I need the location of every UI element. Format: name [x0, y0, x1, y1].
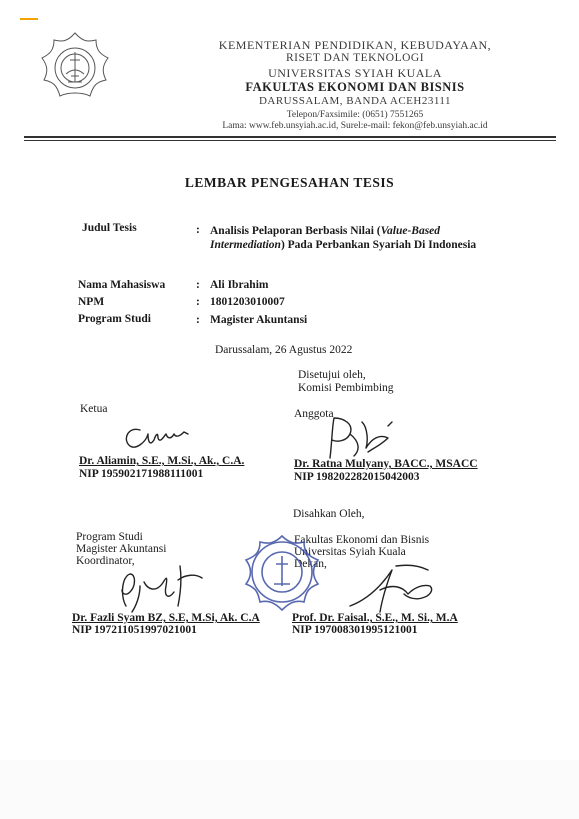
university-unit-name: Universitas Syiah Kuala: [294, 546, 406, 558]
letterhead-faculty: FAKULTAS EKONOMI DAN BISNIS: [245, 80, 465, 94]
koordinator-label: Koordinator,: [76, 555, 135, 567]
letterhead-ministry-2: RISET DAN TEKNOLOGI: [285, 52, 425, 64]
nama-value: Ali Ibrahim: [210, 279, 269, 291]
nama-colon: :: [196, 279, 200, 291]
dekan-name: Prof. Dr. Faisal., S.E., M. Si., M.A: [292, 612, 458, 624]
university-logo: [38, 30, 112, 104]
judul-label: Judul Tesis: [82, 222, 137, 234]
header-rule: [24, 136, 556, 138]
dekan-signature: [336, 560, 456, 616]
ketua-label: Ketua: [80, 403, 108, 415]
dekan-nip: NIP 197008301995121001: [292, 624, 418, 636]
prodi-label: Program Studi: [78, 313, 151, 325]
doc-title: LEMBAR PENGESAHAN TESIS: [184, 175, 395, 190]
prodi-value: Magister Akuntansi: [210, 314, 308, 326]
prodi-unit-text: Program Studi: [76, 531, 143, 543]
anggota-name: Dr. Ratna Mulyany, BACC., MSACC: [294, 458, 478, 470]
ketua-name: Dr. Aliamin, S.E., M.Si., Ak., C.A.: [79, 455, 245, 467]
koordinator-nip: NIP 197211051997021001: [72, 624, 197, 636]
letterhead-university: UNIVERSITAS SYIAH KUALA: [268, 66, 442, 80]
letterhead-ministry: KEMENTERIAN PENDIDIKAN, KEBUDAYAAN,: [218, 38, 492, 52]
anggota-nip: NIP 198202282015042003: [294, 471, 420, 483]
disahkan-text: Disahkan Oleh,: [293, 508, 365, 520]
corner-mark: [20, 18, 38, 20]
disetujui-text: Disetujui oleh,: [298, 369, 366, 381]
official-stamp: [232, 522, 332, 622]
npm-value: 1801203010007: [210, 296, 285, 308]
letterhead-address: DARUSSALAM, BANDA ACEH23111: [258, 95, 452, 107]
anggota-label: Anggota: [294, 408, 334, 420]
koordinator-signature: [96, 556, 216, 616]
letterhead-web: Lama: www.feb.unsyiah.ac.id, Surel:e-mail: fekon@feb.unsyiah.ac.id: [222, 121, 488, 131]
letterhead-phone: Telepon/Faxsimile: (0651) 7551265: [286, 110, 424, 120]
place-date: Darussalam, 26 Agustus 2022: [215, 344, 353, 356]
judul-colon: :: [196, 224, 200, 236]
anggota-signature: [310, 412, 410, 462]
nama-label: Nama Mahasiswa: [78, 279, 166, 291]
scan-margin: [0, 760, 579, 819]
komisi-text: Komisi Pembimbing: [298, 382, 394, 394]
ketua-signature: [118, 418, 208, 458]
prodi-unit-name: Magister Akuntansi: [76, 543, 167, 555]
dekan-label: Dekan,: [294, 558, 327, 570]
koordinator-name: Dr. Fazli Syam BZ, S.E, M.Si, Ak. C.A: [72, 612, 260, 624]
prodi-colon: :: [196, 314, 200, 326]
ketua-nip: NIP 195902171988111001: [79, 468, 204, 480]
header-rule-thin: [24, 140, 556, 141]
faculty-unit-name: Fakultas Ekonomi dan Bisnis: [294, 534, 430, 546]
judul-value: Analisis Pelaporan Berbasis Nilai (Value-Based Intermediation) Pada Perbankan Syariah Di Indonesia: [210, 225, 477, 251]
npm-colon: :: [196, 296, 200, 308]
npm-label: NPM: [78, 296, 105, 308]
